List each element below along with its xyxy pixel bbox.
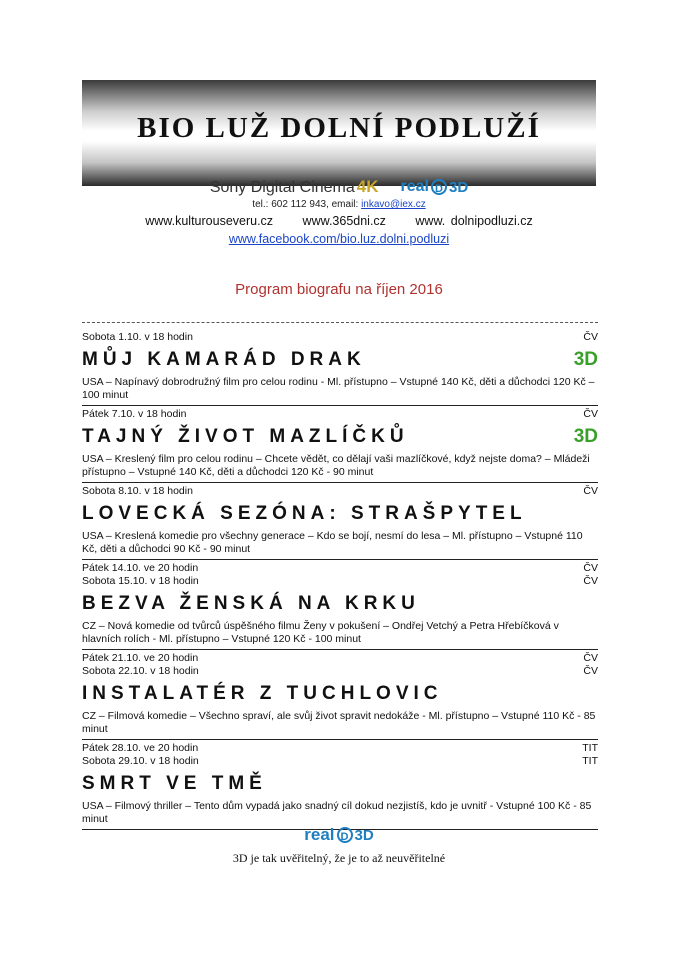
program-list	[82, 322, 598, 832]
showtime-row	[82, 575, 598, 588]
showtime-row	[82, 562, 598, 575]
website-1[interactable]: www.kulturouseveru.cz	[145, 214, 274, 228]
sony-label: Sony Digital Cinema	[209, 179, 355, 196]
divider	[82, 322, 598, 323]
film-title-text: BEZVA ŽENSKÁ NA KRKU	[82, 593, 420, 614]
reald-label: real	[304, 825, 335, 844]
film-entry	[82, 408, 598, 483]
film-title-text: LOVECKÁ SEZÓNA: STRAŠPYTEL	[82, 503, 527, 524]
contact-line	[0, 199, 678, 210]
showtime-tag: ČV	[583, 485, 598, 497]
showtime-row	[82, 665, 598, 678]
showtime-row	[82, 755, 598, 768]
showtime-date: Pátek 7.10. v 18 hodin	[82, 408, 187, 420]
showtime-row	[82, 331, 598, 344]
showtime-row	[82, 652, 598, 665]
3d-label: 3D	[448, 178, 469, 196]
showtime-row	[82, 485, 598, 498]
film-title	[82, 592, 598, 616]
film-title-text: MŮJ KAMARÁD DRAK	[82, 349, 366, 370]
showtime-tag: ČV	[583, 562, 598, 574]
showtime-row	[82, 742, 598, 755]
reald-d-icon: D	[337, 827, 353, 843]
film-description: USA – Filmový thriller – Tento dům vypadá jako snadný cíl dokud nezjistíš, kdo je uvnitř - Vstupné 100 Kč - 85 minut	[82, 800, 592, 825]
websites	[0, 214, 678, 228]
showtime-tag: ČV	[583, 665, 598, 677]
showtime-tag: TIT	[582, 742, 598, 754]
reald-logo	[401, 178, 469, 196]
showtime-date: Sobota 29.10. v 18 hodin	[82, 755, 199, 767]
film-title	[82, 348, 598, 372]
showtime-date: Pátek 28.10. ve 20 hodin	[82, 742, 199, 754]
film-title	[82, 772, 598, 796]
film-title-text: TAJNÝ ŽIVOT MAZLÍČKŮ	[82, 426, 409, 447]
program-title: Program biografu na říjen 2016	[235, 281, 443, 298]
header-banner	[82, 80, 596, 186]
film-entry	[82, 485, 598, 560]
showtime-tag: ČV	[583, 331, 598, 343]
brand-logos	[0, 176, 678, 198]
website-3[interactable]: www. dolnipodluzi.cz	[415, 214, 533, 228]
film-title	[82, 502, 598, 526]
film-title	[82, 425, 598, 449]
showtime-date: Sobota 8.10. v 18 hodin	[82, 485, 193, 497]
4k-label: 4K	[356, 177, 379, 196]
film-title-text: SMRT VE TMĚ	[82, 773, 267, 794]
format-badge: 3D	[573, 349, 598, 370]
facebook-line	[0, 232, 678, 246]
contact-phone: tel.: 602 112 943, email:	[252, 199, 362, 210]
reald-d-icon: D	[431, 179, 447, 195]
film-entry	[82, 331, 598, 406]
showtime-date: Sobota 1.10. v 18 hodin	[82, 331, 193, 343]
sony-digital-cinema-logo	[210, 177, 379, 197]
film-title-text: INSTALATÉR Z TUCHLOVIC	[82, 683, 443, 704]
film-description: USA – Kreslená komedie pro všechny generace – Kdo se bojí, nesmí do lesa – Ml. přístupno – Vstupné 110 Kč, děti a důchodci 90 Kč - 90 minut	[82, 530, 583, 555]
showtime-tag: TIT	[582, 755, 598, 767]
film-description: USA – Napínavý dobrodružný film pro celou rodinu - Ml. přístupno – Vstupné 140 Kč, děti a důchodci 120 Kč – 100 minut	[82, 376, 595, 401]
showtime-tag: ČV	[583, 575, 598, 587]
3d-label: 3D	[354, 826, 374, 844]
reald-logo	[304, 825, 373, 845]
showtime-date: Sobota 22.10. v 18 hodin	[82, 665, 199, 677]
showtime-tag: ČV	[583, 408, 598, 420]
reald-label: real	[400, 178, 429, 195]
film-description: USA – Kreslený film pro celou rodinu – Chcete vědět, co dělají vaši mazlíčkové, když nejste doma? – Mládeži přístupno – Vstupné 140 Kč, děti a důchodci 120 Kč - 90 minut	[82, 453, 590, 478]
showtime-date: Sobota 15.10. v 18 hodin	[82, 575, 199, 587]
showtime-tag: ČV	[583, 652, 598, 664]
footer-reald-logo	[0, 825, 678, 845]
email-link[interactable]: inkavo@iex.cz	[361, 199, 426, 210]
film-entry	[82, 652, 598, 740]
film-entry	[82, 742, 598, 830]
showtime-date: Pátek 21.10. ve 20 hodin	[82, 652, 199, 664]
film-entry	[82, 562, 598, 650]
film-description: CZ – Nová komedie od tvůrců úspěšného filmu Ženy v pokušení – Ondřej Vetchý a Petra Hřebíčková v hlavních rolích - Ml. přístupno – Vstupné 120 Kč - 100 minut	[82, 620, 559, 645]
cinema-title: BIO LUŽ DOLNÍ PODLUŽÍ	[137, 112, 541, 144]
format-badge: 3D	[573, 426, 598, 447]
website-2[interactable]: www.365dni.cz	[302, 214, 386, 228]
showtime-row	[82, 408, 598, 421]
footer-tagline: 3D je tak uvěřitelný, že je to až neuvěřitelné	[232, 851, 446, 865]
film-title	[82, 682, 598, 706]
facebook-link[interactable]: www.facebook.com/bio.luz.dolni.podluzi	[228, 232, 450, 246]
film-description: CZ – Filmová komedie – Všechno spraví, ale svůj život spravit nedokáže - Ml. přístupno – Vstupné 110 Kč - 85 minut	[82, 710, 596, 735]
showtime-date: Pátek 14.10. ve 20 hodin	[82, 562, 199, 574]
